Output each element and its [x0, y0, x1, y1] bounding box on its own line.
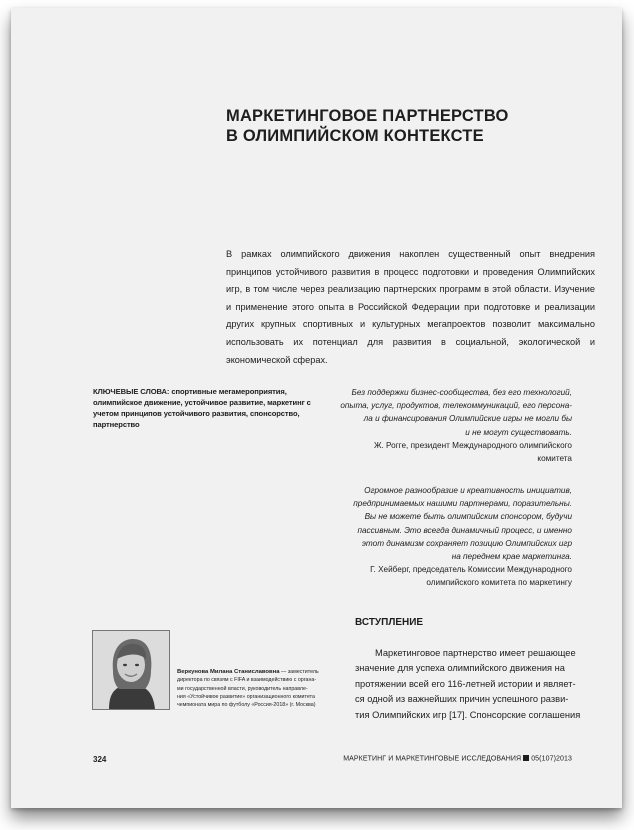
author-photo — [92, 630, 170, 710]
quote-1-attribution: Ж. Рогге, президент Международного олимпийского комитета — [373, 440, 572, 464]
quote-2-text: Огромное разнообразие и креативность инициатив, предпринимаемых нашими партнерами, поразительны. Вы не можете быть олимпийским спонсором, будучи пассивным. Это всегда динамичный процесс, и именно этот динамизм сохраняет позицию Олимпийских игр на переднем крае маркетинга. — [353, 486, 572, 562]
author-portrait-icon — [93, 631, 169, 709]
journal-page — [11, 8, 622, 808]
journal-footer — [343, 755, 572, 763]
epigraph-quote-2 — [312, 484, 572, 590]
article-title — [226, 106, 556, 146]
journal-name: МАРКЕТИНГ И МАРКЕТИНГОВЫЕ ИССЛЕДОВАНИЯ — [343, 755, 522, 763]
quote-2-attribution: Г. Хейберг, председатель Комиссии Международного олимпийского комитета по маркетингу — [370, 565, 572, 588]
article-abstract: В рамках олимпийского движения накоплен существенный опыт внедрения принципов устойчивого развития в процесс подготовки и проведения Олимпийских игр, в том числе через реализацию партнерских программ в этой области. Изучение и применение этого опыта в Российской Федерации при подготовке и реализации других крупных спортивных и культурных мегапроектов позволит максимально использовать их потенциал для развития в социальной, экологической и экономической сферах. — [226, 249, 595, 365]
page-number: 324 — [93, 755, 107, 764]
author-name: Веркунова Милана Станиславовна — [177, 669, 280, 675]
author-info: Веркунова Милана Станиславовна — заместитель директора по связям с FIFA и взаимодействию с органа- ми государственной власти, руководитель направле- ния «Устойчивое развитие» организационного комитета чемпионата мира по футболу «Россия-2018» (г. Москва) — [177, 669, 319, 709]
title-line-1: МАРКЕТИНГОВОЕ ПАРТНЕРСТВО — [226, 107, 509, 125]
square-bullet-icon — [523, 755, 529, 761]
keywords-text: спортивные мегамероприятия, олимпийское движение, устойчивое развитие, маркетинг с учетом принципов устойчивого развития, спонсорство, партнерство — [93, 387, 311, 429]
epigraph-quote-1 — [312, 386, 572, 465]
quote-1-text: Без поддержки бизнес-сообщества, без его технологий, опыта, услуг, продуктов, телекоммуникаций, его персона- ла и финансирования Олимпийские игры не могли бы и не могут существовать. — [340, 388, 572, 437]
section-body: Маркетинговое партнерство имеет решающее значение для успеха олимпийского движения на протяжении всей его 116-летней истории и являет- ся одной из важнейших причин успешного разви- тия Олимпийских игр [17]. Спонсорские соглашения — [355, 648, 581, 720]
title-line-2: В ОЛИМПИЙСКОМ КОНТЕКСТЕ — [226, 127, 484, 145]
keywords-label: КЛЮЧЕВЫЕ СЛОВА: — [93, 387, 170, 396]
section-heading: ВСТУПЛЕНИЕ — [355, 617, 424, 628]
keywords-block — [93, 386, 331, 430]
journal-issue: 05(107)2013 — [531, 755, 572, 763]
